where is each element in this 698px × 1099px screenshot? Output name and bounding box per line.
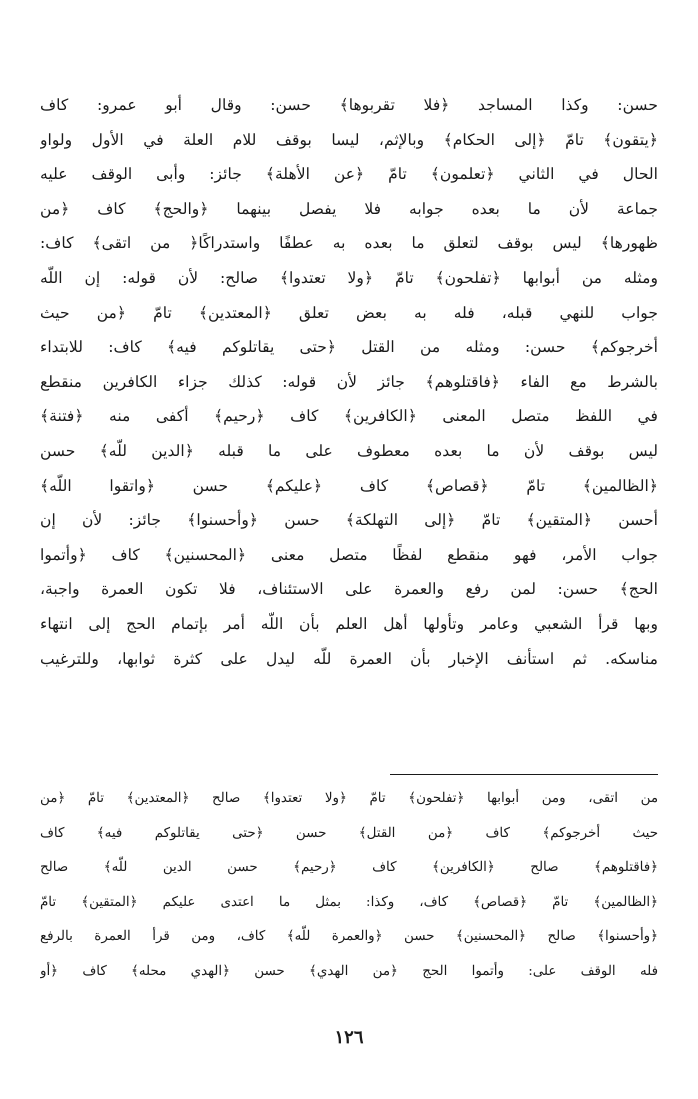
text-line: أخرجوكم﴾ حسن: ومثله من القتل ﴿حتى يقاتلوكم فيه﴾ كاف: للابتداء	[40, 338, 658, 357]
text-line: ﴿الظالمين﴾ تامّ ﴿قصاص﴾ كاف ﴿عليكم﴾ حسن ﴿واتقوا اللّه﴾	[40, 476, 658, 495]
page-number: ١٢٦	[334, 1027, 364, 1048]
footnote-line: فله الوقف على: وأتموا الحج ﴿من الهدي﴾ حسن ﴿الهدي محله﴾ كاف ﴿أو	[40, 963, 658, 979]
footnote-line: حيث أخرجوكم﴾ كاف ﴿من القتل﴾ حسن ﴿حتى يقاتلوكم فيه﴾ كاف	[40, 825, 658, 841]
text-line: بالشرط مع الفاء ﴿فاقتلوهم﴾ جائز لأن قوله: كذلك جزاء الكافرين منقطع	[40, 372, 658, 391]
footnote-divider	[390, 774, 658, 775]
footnote-line: ﴿وأحسنوا﴾ صالح ﴿المحسنين﴾ حسن ﴿والعمرة للّه﴾ كاف، ومن قرأ العمرة بالرفع	[40, 929, 658, 944]
text-line: ظهورها﴾ ليس بوقف لتعلق ما بعده به عطفًا واستدراكًا﴿ من اتقى﴾ كاف:	[40, 234, 658, 253]
text-line: جماعة لأن ما بعده جوابه فلا يفصل بينهما ﴿والحج﴾ كاف ﴿من	[40, 199, 658, 218]
text-line: جواب الأمر، فهو منقطع لفظًا متصل معنى ﴿المحسنين﴾ كاف ﴿وأتموا	[40, 545, 658, 564]
text-line: الحال في الثاني ﴿تعلمون﴾ تامّ ﴿عن الأهلة﴾ جائز: وأبى الوقف عليه	[40, 165, 658, 184]
text-line: جواب للنهي قبله، فله به بعض تعلق ﴿المعتدين﴾ تامّ ﴿من حيث	[40, 303, 658, 322]
footnote-line: من اتقى، ومن أبوابها ﴿تفلحون﴾ تامّ ﴿ولا تعتدوا﴾ صالح ﴿المعتدين﴾ تامّ ﴿من	[40, 791, 658, 806]
text-line: مناسكه. ثم استأنف الإخبار بأن العمرة للّه ليدل على كثرة ثوابها، وللترغيب	[40, 649, 658, 668]
text-line: وبها قرأ الشعبي وعامر وتأولها أهل العلم بأن اللّه أمر بإتمام الحج إلى انتهاء	[40, 614, 658, 633]
main-text	[40, 88, 658, 676]
text-line: ليس بوقف لأن ما بعده معطوف على ما قبله ﴿الدين للّه﴾ حسن	[40, 441, 658, 460]
footnotes	[40, 782, 658, 989]
text-line: في اللفظ متصل المعنى ﴿الكافرين﴾ كاف ﴿رحيم﴾ أكفى منه ﴿فتنة﴾	[40, 407, 658, 426]
footnote-line: ﴿فاقتلوهم﴾ صالح ﴿الكافرين﴾ كاف ﴿رحيم﴾ حسن الدين للّه﴾ صالح	[40, 860, 658, 875]
footnote-line: ﴿الظالمين﴾ تامّ ﴿قصاص﴾ كاف، وكذا: بمثل ما اعتدى عليكم ﴿المتقين﴾ تامّ	[40, 894, 658, 910]
text-line: ﴿يتقون﴾ تامّ ﴿إلى الحكام﴾ وبالإثم، ليسا بوقف للام العلة في الأول ولواو	[40, 130, 658, 149]
text-line: حسن: وكذا المساجد ﴿فلا تقربوها﴾ حسن: وقال أبو عمرو: كاف	[40, 96, 658, 114]
text-line: الحج﴾ حسن: لمن رفع والعمرة على الاستئناف، فلا تكون العمرة واجبة،	[40, 580, 658, 599]
text-line: أحسن ﴿المتقين﴾ تامّ ﴿إلى التهلكة﴾ حسن ﴿وأحسنوا﴾ جائز: لأن إن	[40, 511, 658, 530]
text-line: ومثله من أبوابها ﴿تفلحون﴾ تامّ ﴿ولا تعتدوا﴾ صالح: لأن قوله: إن اللّه	[40, 268, 658, 287]
